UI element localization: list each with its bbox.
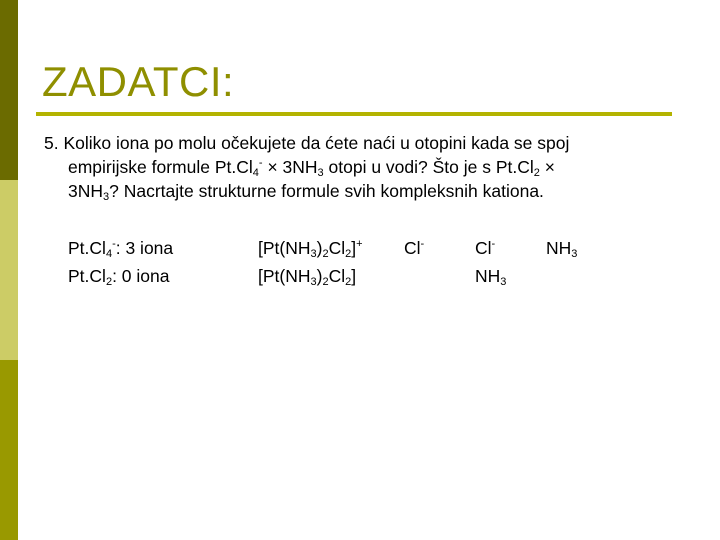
- subscript: 2: [345, 276, 352, 288]
- answer-ptcl4: [68, 236, 173, 260]
- formula-text: NH: [475, 266, 501, 286]
- slide-title: ZADATCI:: [42, 58, 235, 105]
- answer-ptcl2: [68, 264, 169, 288]
- subscript: 3: [571, 248, 578, 260]
- formula-text: Pt.Cl: [68, 266, 106, 286]
- formula-text: Cl: [475, 238, 492, 258]
- subscript: 2: [345, 248, 352, 260]
- side-accent-bar: [0, 0, 18, 540]
- side-bar-segment-dark: [0, 0, 18, 180]
- superscript: -: [420, 238, 425, 250]
- complex-cation-formula: [258, 236, 363, 260]
- task-text: [44, 131, 684, 203]
- task-line-2: [44, 155, 684, 179]
- formula-text: [Pt(NH: [258, 238, 311, 258]
- formula-text: NH: [546, 238, 572, 258]
- formula-text: Cl: [328, 266, 346, 286]
- neutral-complex-formula: [258, 264, 356, 288]
- superscript: +: [356, 238, 363, 250]
- subscript: 3: [317, 167, 324, 179]
- formula-text: Cl: [404, 238, 421, 258]
- formula-text: [Pt(NH: [258, 266, 311, 286]
- task-text-part: ×: [539, 157, 555, 177]
- formula-text: ): [316, 238, 323, 258]
- ammonia-1: [546, 236, 577, 260]
- superscript: -: [258, 157, 263, 169]
- subscript: 4: [252, 167, 259, 179]
- formula-text: ]: [351, 266, 357, 286]
- answer-text: : 0 iona: [112, 266, 170, 286]
- subscript: 3: [310, 248, 317, 260]
- answer-text: : 3 iona: [115, 238, 174, 258]
- subscript: 2: [533, 167, 540, 179]
- chloride-ion-2: [475, 236, 495, 260]
- formula-text: ): [316, 266, 323, 286]
- superscript: -: [112, 238, 116, 250]
- side-bar-segment-light: [0, 180, 18, 360]
- subscript: 2: [322, 276, 329, 288]
- task-line-3: [44, 179, 684, 203]
- task-text-part: 3NH: [68, 181, 104, 201]
- ammonia-2: [475, 264, 506, 288]
- subscript: 3: [310, 276, 317, 288]
- title-underline: [36, 112, 672, 116]
- subscript: 3: [500, 276, 507, 288]
- subscript: 2: [105, 276, 113, 288]
- task-text-part: otopi u vodi? Što je s Pt.Cl: [323, 157, 534, 177]
- task-line-1: [44, 131, 684, 155]
- chloride-ion-1: [404, 236, 424, 260]
- subscript: 4: [105, 248, 113, 260]
- task-text-part: × 3NH: [262, 157, 318, 177]
- subscript: 3: [103, 191, 110, 203]
- subscript: 2: [322, 248, 329, 260]
- formula-text: Cl: [328, 238, 346, 258]
- formula-text: ]: [351, 238, 357, 258]
- side-bar-segment-mid: [0, 360, 18, 540]
- superscript: -: [491, 238, 496, 250]
- task-number: 5.: [44, 133, 59, 153]
- task-text-part: ? Nacrtajte strukturne formule svih kompleksnih kationa.: [109, 181, 544, 201]
- formula-text: Pt.Cl: [68, 238, 106, 258]
- task-text-part: Koliko iona po molu očekujete da ćete naći u otopini kada se spoj: [63, 133, 570, 153]
- task-text-part: empirijske formule Pt.Cl: [68, 157, 253, 177]
